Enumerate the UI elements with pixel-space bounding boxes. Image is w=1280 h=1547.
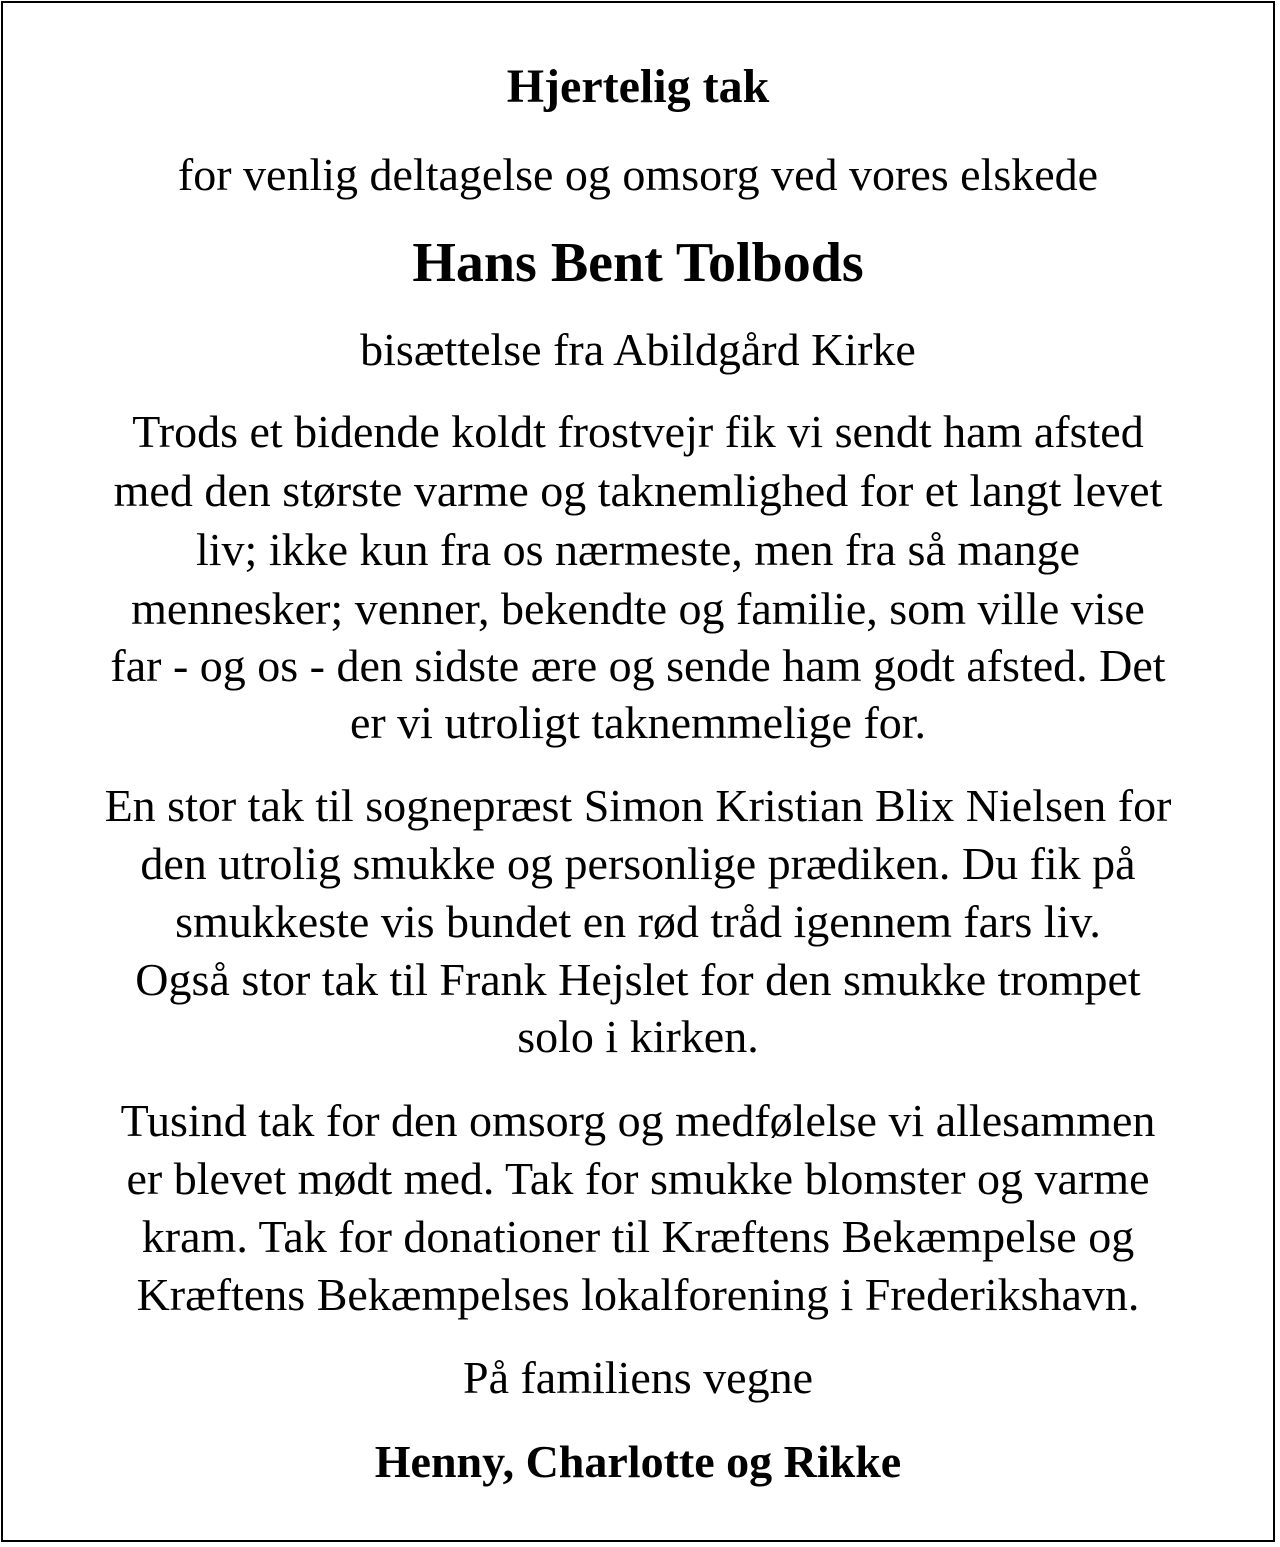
paragraph-2-line: En stor tak til sognepræst Simon Kristian Blix Nielsen for [104, 780, 1172, 831]
notice-frame [1, 1, 1275, 1542]
ceremony-text: bisættelse fra Abildgård Kirke [360, 324, 916, 375]
signatures: Henny, Charlotte og Rikke [374, 1436, 902, 1487]
paragraph-1-line: mennesker; venner, bekendte og familie, som ville vise [131, 583, 1145, 634]
paragraph-3-line: kram. Tak for donationer til Kræftens Bekæmpelse og [141, 1211, 1135, 1262]
paragraph-2-line: Også stor tak til Frank Hejslet for den smukke trompet [135, 954, 1141, 1005]
paragraph-1-line: Trods et bidende koldt frostvejr fik vi sendt ham afsted [132, 406, 1144, 457]
paragraph-1-line: med den største varme og taknemlighed for et langt levet [113, 465, 1163, 516]
paragraph-2-line: den utrolig smukke og personlige prædiken. Du fik på [140, 838, 1136, 889]
paragraph-1-line: er vi utroligt taknemmelige for. [349, 697, 927, 748]
notice-heading: Hjertelig tak [506, 60, 770, 113]
notice-intro: for venlig deltagelse og omsorg ved vores elskede [177, 149, 1099, 200]
paragraph-1-line: liv; ikke kun fra os nærmeste, men fra så mange [196, 524, 1080, 575]
paragraph-2-line: smukkeste vis bundet en rød tråd igennem fars liv. [175, 896, 1101, 947]
on-behalf-text: På familiens vegne [462, 1352, 813, 1403]
paragraph-1-line: far - og os - den sidste ære og sende ham godt afsted. Det [110, 640, 1166, 691]
paragraph-3-line: Tusind tak for den omsorg og medfølelse vi allesammen [120, 1095, 1156, 1146]
paragraph-3-line: er blevet mødt med. Tak for smukke blomster og varme [126, 1153, 1150, 1204]
paragraph-3-line: Kræftens Bekæmpelses lokalforening i Frederikshavn. [136, 1269, 1140, 1320]
paragraph-2-line: solo i kirken. [517, 1011, 759, 1062]
deceased-name: Hans Bent Tolbods [412, 232, 864, 294]
